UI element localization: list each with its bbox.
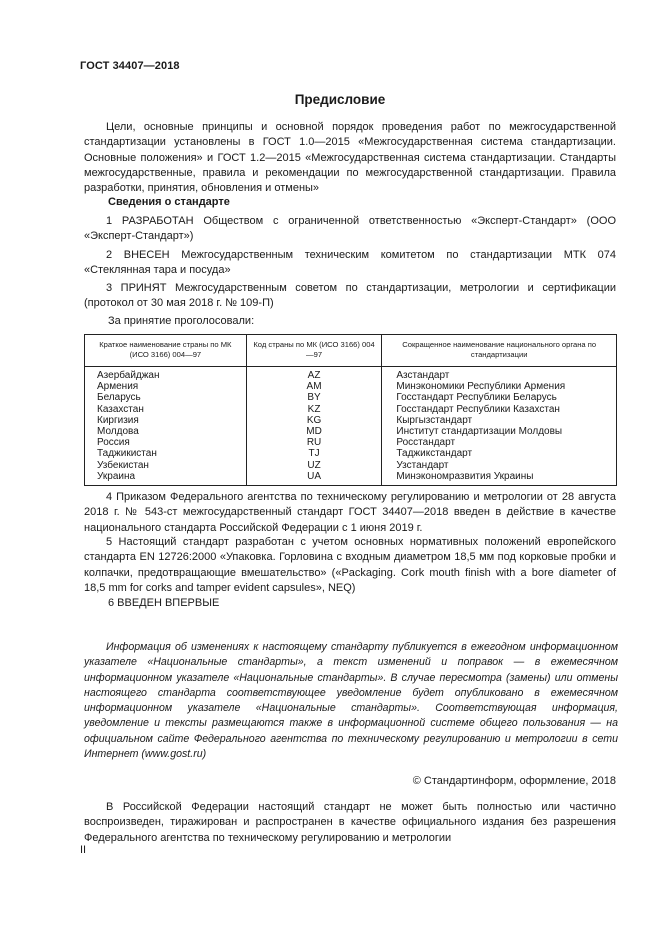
country-cell: Молдова [85, 426, 247, 437]
item-adopted: 3 ПРИНЯТ Межгосударственным советом по стандартизации, метрологии и сертификации (протокол от 30 мая 2018 г. № 109-П) [84, 282, 616, 310]
body-cell: Минэкономики Республики Армения [382, 381, 617, 392]
table-row [85, 392, 617, 403]
code-cell: UZ [246, 460, 382, 471]
code-cell: KZ [246, 404, 382, 415]
country-cell: Армения [85, 381, 247, 392]
item-submitted: 2 ВНЕСЕН Межгосударственным техническим комитетом по стандартизации МТК 074 «Стеклянная тара и посуда» [84, 249, 616, 277]
body-cell: Азстандарт [382, 367, 617, 382]
code-cell: AZ [246, 367, 382, 382]
body-cell: Кыргызстандарт [382, 415, 617, 426]
table-row [85, 460, 617, 471]
document-header: ГОСТ 34407—2018 [80, 60, 180, 72]
code-cell: RU [246, 437, 382, 448]
country-cell: Киргизия [85, 415, 247, 426]
column-header-country: Краткое наименование страны по МК (ИСО 3166) 004—97 [85, 335, 247, 367]
body-cell: Таджикстандарт [382, 448, 617, 459]
table-row [85, 426, 617, 437]
voting-states-table [84, 334, 617, 486]
country-cell: Таджикистан [85, 448, 247, 459]
item-developed-considering: 5 Настоящий стандарт разработан с учетом основных нормативных положений европейского стандарта EN 12726:2000 «Упаковка. Горловина с входным диаметром 18,5 мм под корковые пробки и колпачки, предотвращающие вмешательство» («Packaging. Cork mouth finish with a bore diameter of 18,5 mm for corks and tamper evident capsules», NEQ) [84, 536, 616, 594]
body-cell: Госстандарт Республики Беларусь [382, 392, 617, 403]
table-header-row [85, 335, 617, 367]
country-cell: Азербайджан [85, 367, 247, 382]
country-cell: Узбекистан [85, 460, 247, 471]
item-developed: 1 РАЗРАБОТАН Обществом с ограниченной ответственностью «Эксперт-Стандарт» (ООО «Эксперт-Стандарт») [84, 215, 616, 243]
code-cell: BY [246, 392, 382, 403]
body-cell: Госстандарт Республики Казахстан [382, 404, 617, 415]
country-cell: Беларусь [85, 392, 247, 403]
country-cell: Казахстан [85, 404, 247, 415]
section-title: Предисловие [294, 92, 386, 107]
body-cell: Институт стандартизации Молдовы [382, 426, 617, 437]
code-cell: AM [246, 381, 382, 392]
column-header-body: Сокращенное наименование национального органа по стандартизации [382, 335, 617, 367]
table-row [85, 404, 617, 415]
item-first-introduced: 6 ВВЕДЕН ВПЕРВЫЕ [108, 597, 220, 609]
voted-label: За принятие проголосовали: [108, 315, 255, 327]
country-cell: Россия [85, 437, 247, 448]
body-cell: Минэкономразвития Украины [382, 471, 617, 486]
intro-paragraph: Цели, основные принципы и основной порядок проведения работ по межгосударственной стандартизации установлены в ГОСТ 1.0—2015 «Межгосударственная система стандартизации. Основные положения» и ГОСТ 1.2—2015 «Межгосударственная система стандартизации. Стандарты межгосударственные, правила и рекомендации по межгосударственной стандартизации. Правила разработки, принятия, обновления и отмены» [84, 121, 616, 195]
copyright-line: © Стандартинформ, оформление, 2018 [412, 775, 616, 787]
page-number: II [80, 844, 87, 856]
standard-info-heading: Сведения о стандарте [108, 196, 230, 208]
table-row [85, 367, 617, 382]
table-row [85, 415, 617, 426]
country-cell: Украина [85, 471, 247, 486]
column-header-code: Код страны по МК (ИСО 3166) 004—97 [246, 335, 382, 367]
body-cell: Росстандарт [382, 437, 617, 448]
code-cell: KG [246, 415, 382, 426]
changes-info-paragraph: Информация об изменениях к настоящему стандарту публикуется в ежегодном информационном указателе «Национальные стандарты», а текст изменений и поправок — в ежемесячном информационном указателе «Национальные стандарты». В случае пересмотра (замены) или отмены настоящего стандарта соответствующее уведомление будет опубликовано в ежемесячном информационном указателе «Национальные стандарты». Соответствующая информация, уведомление и тексты размещаются также в информационной системе общего пользования — на официальном сайте Федерального агентства по техническому регулированию и метрологии в сети Интернет (www.gost.ru) [84, 641, 618, 761]
code-cell: UA [246, 471, 382, 486]
code-cell: TJ [246, 448, 382, 459]
table-row [85, 471, 617, 486]
code-cell: MD [246, 426, 382, 437]
table-row [85, 448, 617, 459]
body-cell: Узстандарт [382, 460, 617, 471]
table-row [85, 437, 617, 448]
table-row [85, 381, 617, 392]
item-enacted: 4 Приказом Федерального агентства по техническому регулированию и метрологии от 28 августа 2018 г. № 543-ст межгосударственный стандарт ГОСТ 34407—2018 введен в действие в качестве национального стандарта Российской Федерации с 1 июня 2019 г. [84, 491, 616, 534]
reproduction-notice: В Российской Федерации настоящий стандарт не может быть полностью или частично воспроизведен, тиражирован и распространен в качестве официального издания без разрешения Федерального агентства по техническому регулированию и метрологии [84, 801, 616, 844]
